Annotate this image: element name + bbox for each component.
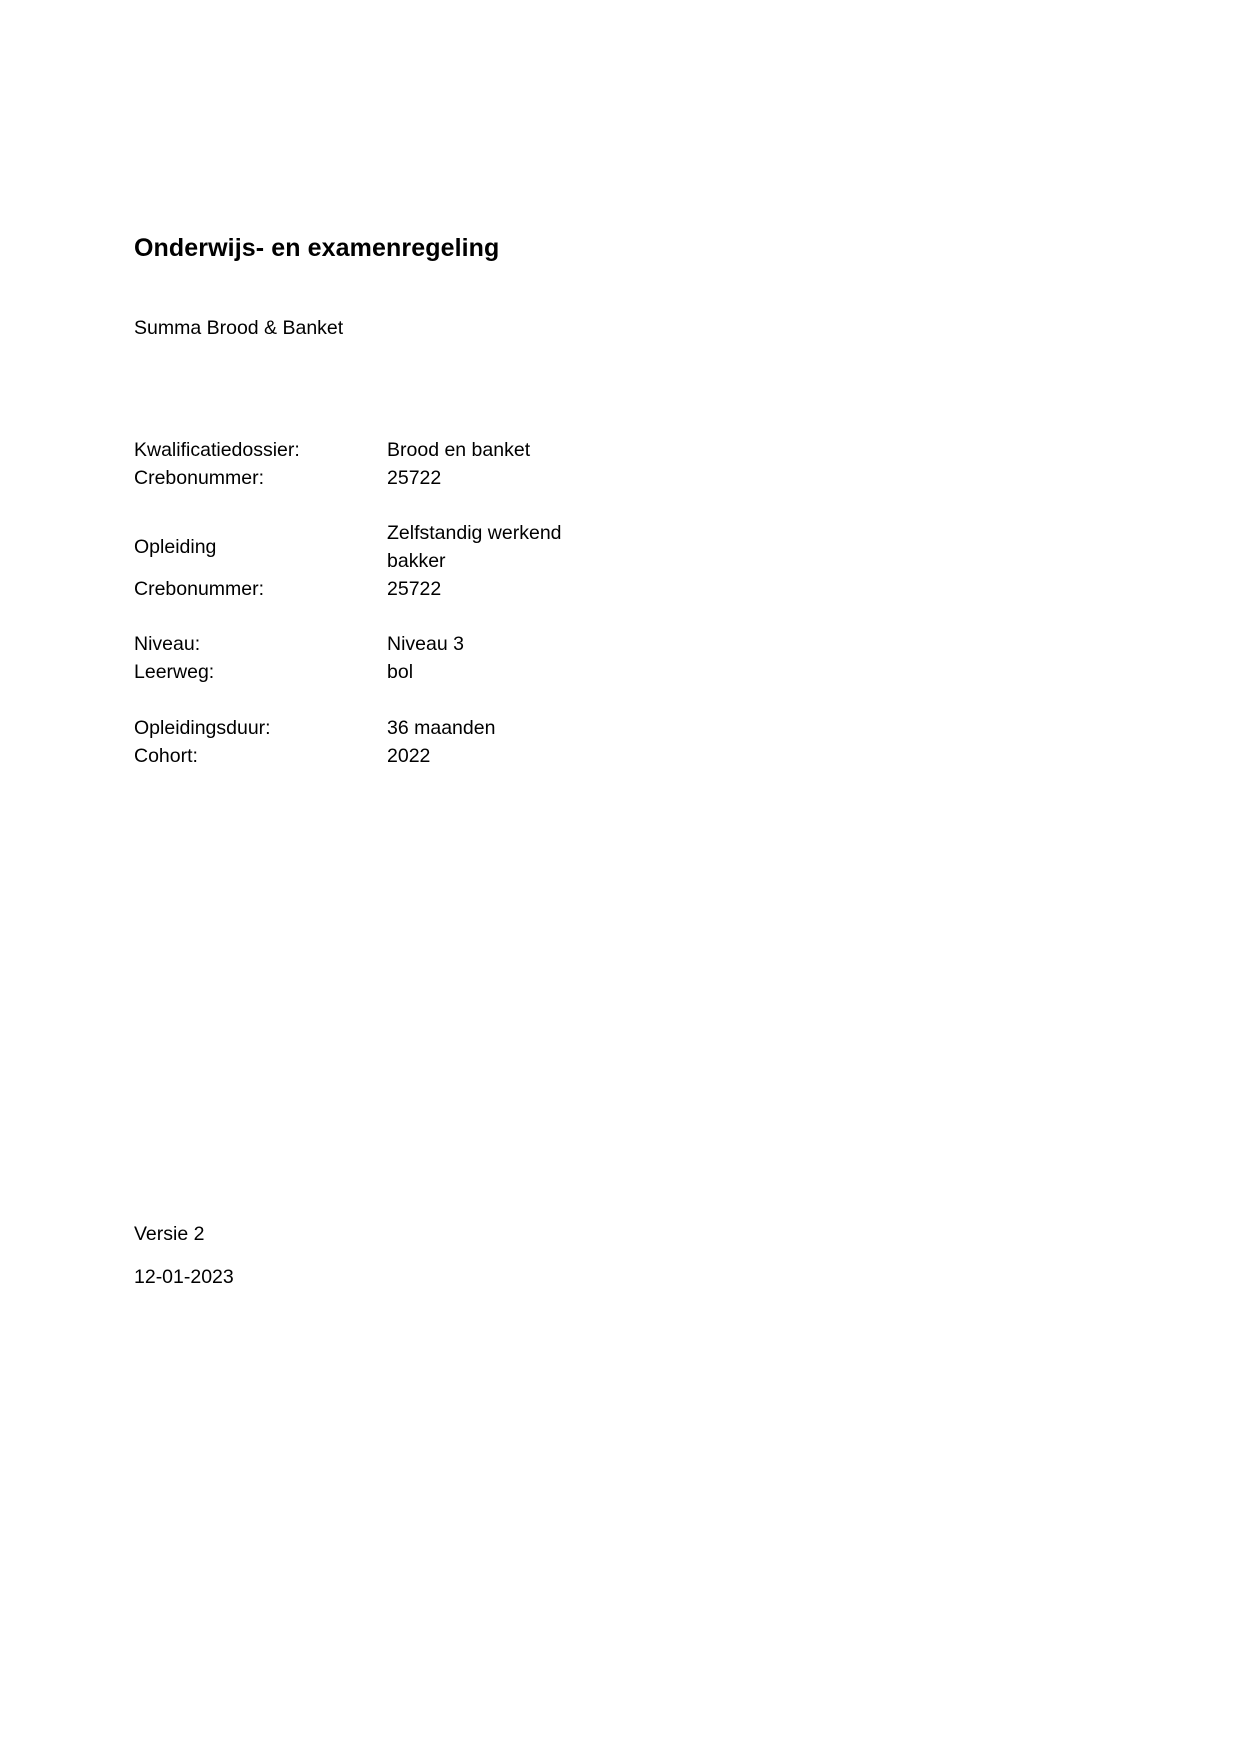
metadata-label: Cohort: — [134, 744, 198, 767]
page-title: Onderwijs- en examenregeling — [134, 233, 500, 262]
metadata-value: bol — [387, 661, 414, 684]
metadata-label: Opleidingsduur: — [134, 716, 271, 739]
metadata-label: Opleiding — [134, 536, 217, 559]
document-footer — [134, 1222, 234, 1309]
version-label: Versie 2 — [134, 1223, 205, 1245]
metadata-label: Crebonummer: — [134, 466, 265, 489]
metadata-label: Kwalificatiedossier: — [134, 439, 300, 461]
metadata-group-level — [134, 631, 754, 686]
metadata-value: 36 maanden — [387, 716, 496, 739]
date-label: 12-01-2023 — [134, 1266, 234, 1289]
metadata-value: 25722 — [387, 466, 442, 489]
metadata-group-duration — [134, 715, 754, 770]
metadata-block — [134, 437, 754, 798]
metadata-row — [134, 465, 754, 493]
metadata-label: Crebonummer: — [134, 577, 265, 600]
metadata-label: Niveau: — [134, 633, 201, 656]
organisation-name: Summa Brood & Banket — [134, 317, 344, 339]
metadata-row — [134, 631, 754, 659]
metadata-value: 25722 — [387, 577, 442, 600]
metadata-row — [134, 715, 754, 743]
metadata-group-qualification — [134, 437, 754, 492]
metadata-value: Brood en banket — [387, 439, 531, 461]
metadata-row — [134, 743, 754, 771]
metadata-group-programme — [134, 520, 754, 603]
metadata-value: 2022 — [387, 744, 431, 767]
metadata-value: Niveau 3 — [387, 633, 464, 656]
metadata-row — [134, 576, 754, 604]
metadata-row — [134, 659, 754, 687]
metadata-row — [134, 437, 754, 465]
metadata-label: Leerweg: — [134, 661, 215, 684]
metadata-value: Zelfstandig werkend bakker — [387, 522, 562, 573]
metadata-row — [134, 520, 754, 575]
